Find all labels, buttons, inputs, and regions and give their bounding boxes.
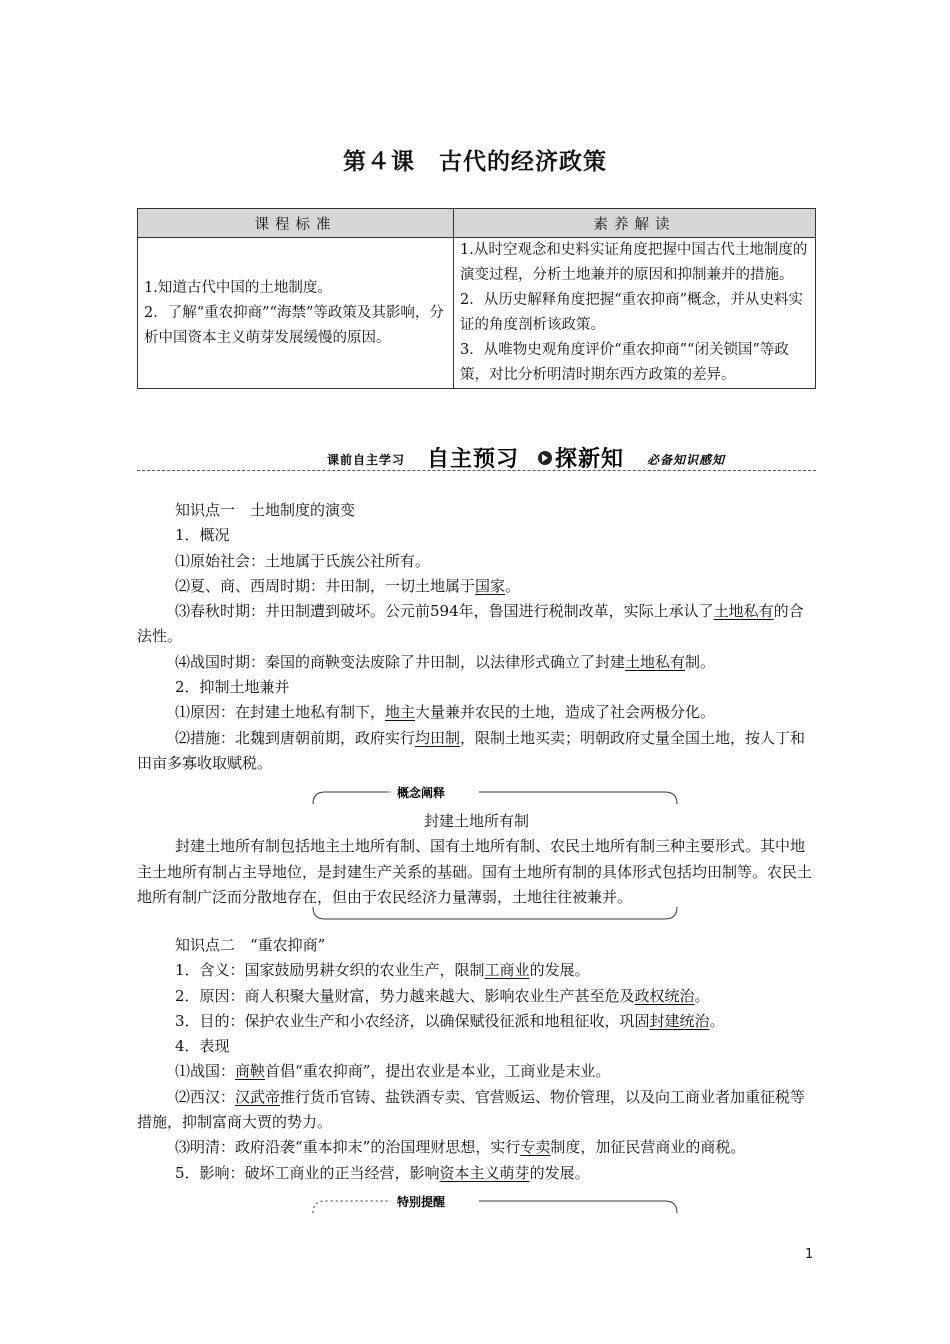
- paragraph: 1．含义：国家鼓励男耕女织的农业生产，限制工商业的发展。: [175, 961, 590, 980]
- answer-blank: 政权统治: [634, 986, 695, 1005]
- paragraph: ⑵措施：北魏到唐朝前期，政府实行均田制，限制土地买卖；明朝政府丈量全国土地，按人丁和田亩多寡收取赋税。: [137, 728, 806, 772]
- literacy-item: 2．从历史解释角度把握“重农抑商”概念，并从史料实证的角度剖析该政策。: [460, 292, 804, 333]
- paragraph: ⑴原因：在封建土地私有制下，地主大量兼并农民的土地，造成了社会两极分化。: [175, 703, 716, 722]
- banner-main-text-1: 自主预习: [427, 447, 520, 472]
- curriculum-standards-table: [137, 208, 816, 389]
- paragraph: ⑷战国时期：秦国的商鞅变法废除了井田制，以法律形式确立了封建土地私有制。: [175, 652, 716, 671]
- concept-box-body: [137, 809, 816, 910]
- banner-graphic: [137, 446, 816, 470]
- arrow-icon: [538, 451, 552, 465]
- concept-title: 封建土地所有制: [423, 812, 529, 830]
- paragraph: 2．原因：商人积聚大量财富，势力越来越大、影响农业生产甚至危及政权统治。: [175, 986, 710, 1005]
- subheading: 1．概况: [175, 526, 230, 545]
- concept-frame-top: [311, 784, 679, 806]
- standard-item: 2．了解“重农抑商”“海禁”等政策及其影响，分析中国资本主义萌芽发展缓慢的原因。: [144, 304, 444, 346]
- banner-main-text-2: 探新知: [555, 447, 625, 472]
- paragraph: ⑴战国：商鞅首倡“重农抑商”，提出农业是本业，工商业是末业。: [175, 1062, 611, 1081]
- paragraph: 5．影响：破坏工商业的正当经营，影响资本主义萌芽的发展。: [175, 1163, 590, 1182]
- page-title: 第４课 古代的经济政策: [343, 149, 607, 175]
- answer-blank: 封建统治: [649, 1011, 710, 1030]
- concept-box-footer: [311, 905, 679, 925]
- answer-blank: 汉武帝: [235, 1087, 281, 1106]
- paragraph: 3．目的：保护农业生产和小农经济，以确保赋役征派和地租征收，巩固封建统治。: [175, 1011, 725, 1030]
- table-header-literacy: 素养解读: [454, 209, 816, 238]
- literacy-item: 1.从时空观念和史料实证角度把握中国古代土地制度的演变过程，分析土地兼并的原因和抑制兼并的措施。: [460, 242, 808, 283]
- knowledge-point-1: [137, 498, 816, 776]
- concept-box-header: [311, 784, 679, 804]
- page-number: 1: [805, 1247, 814, 1262]
- knowledge-point-2: [137, 933, 816, 1186]
- answer-blank: 商鞅: [235, 1062, 266, 1081]
- banner-divider: [137, 470, 816, 471]
- subheading: 2．抑制土地兼并: [175, 678, 290, 697]
- banner-left-text: 课前自主学习: [327, 453, 406, 467]
- answer-blank: 均田制: [415, 728, 461, 747]
- answer-blank: 资本主义萌芽: [439, 1163, 530, 1182]
- literacy-cell: [454, 238, 816, 389]
- paragraph: ⑵夏、商、西周时期：井田制，一切土地属于国家。: [175, 576, 521, 595]
- section-heading: 知识点一 土地制度的演变: [175, 501, 356, 519]
- paragraph: ⑵西汉：汉武帝推行货币官铸、盐铁酒专卖、官营贩运、物价管理，以及向工商业者加重征税等措施，抑制富商大贾的势力。: [137, 1087, 806, 1132]
- reminder-frame-top: [311, 1193, 679, 1215]
- table-header-standards: 课程标准: [138, 209, 454, 238]
- reminder-label: 特别提醒: [397, 1195, 446, 1209]
- answer-blank: 工商业: [484, 961, 530, 980]
- literacy-item: 3．从唯物史观角度评价“重农抑商”“闭关锁国”等政策，对比分析明清时期东西方政策的差异。: [460, 342, 789, 383]
- standards-cell: [138, 238, 454, 389]
- answer-blank: 地主: [385, 703, 416, 722]
- standard-item: 1.知道古代中国的土地制度。: [144, 279, 332, 296]
- answer-blank: 土地私有: [625, 652, 686, 671]
- subheading: 4．表现: [175, 1037, 230, 1056]
- paragraph: ⑶春秋时期：井田制遭到破坏。公元前594年，鲁国进行税制改革，实际上承认了土地私有的合法性。: [137, 602, 804, 646]
- paragraph: ⑶明清：政府沿袭“重本抑末”的治国理财思想，实行专卖制度，加征民营商业的商税。: [175, 1138, 746, 1157]
- concept-text: 封建土地所有制包括地主土地所有制、国有土地所有制、农民土地所有制三种主要形式。其中地主土地所有制占主导地位，是封建生产关系的基础。国有土地所有制的具体形式包括均田制等。农民土地所有制广泛而分散地存在，但由于农民经济力量薄弱，土地往往被兼并。: [137, 837, 813, 906]
- paragraph: ⑴原始社会：土地属于氏族公社所有。: [175, 551, 431, 570]
- answer-blank: 土地私有: [713, 602, 774, 621]
- concept-frame-bottom: [311, 905, 679, 927]
- section-heading: 知识点二 “重农抑商”: [175, 936, 326, 954]
- answer-blank: 专卖: [520, 1138, 551, 1157]
- reminder-box-header: [311, 1193, 679, 1215]
- answer-blank: 国家: [475, 576, 506, 595]
- concept-label: 概念阐释: [397, 786, 446, 800]
- banner-right-text: 必备知识感知: [647, 453, 726, 467]
- section-banner: [137, 447, 816, 472]
